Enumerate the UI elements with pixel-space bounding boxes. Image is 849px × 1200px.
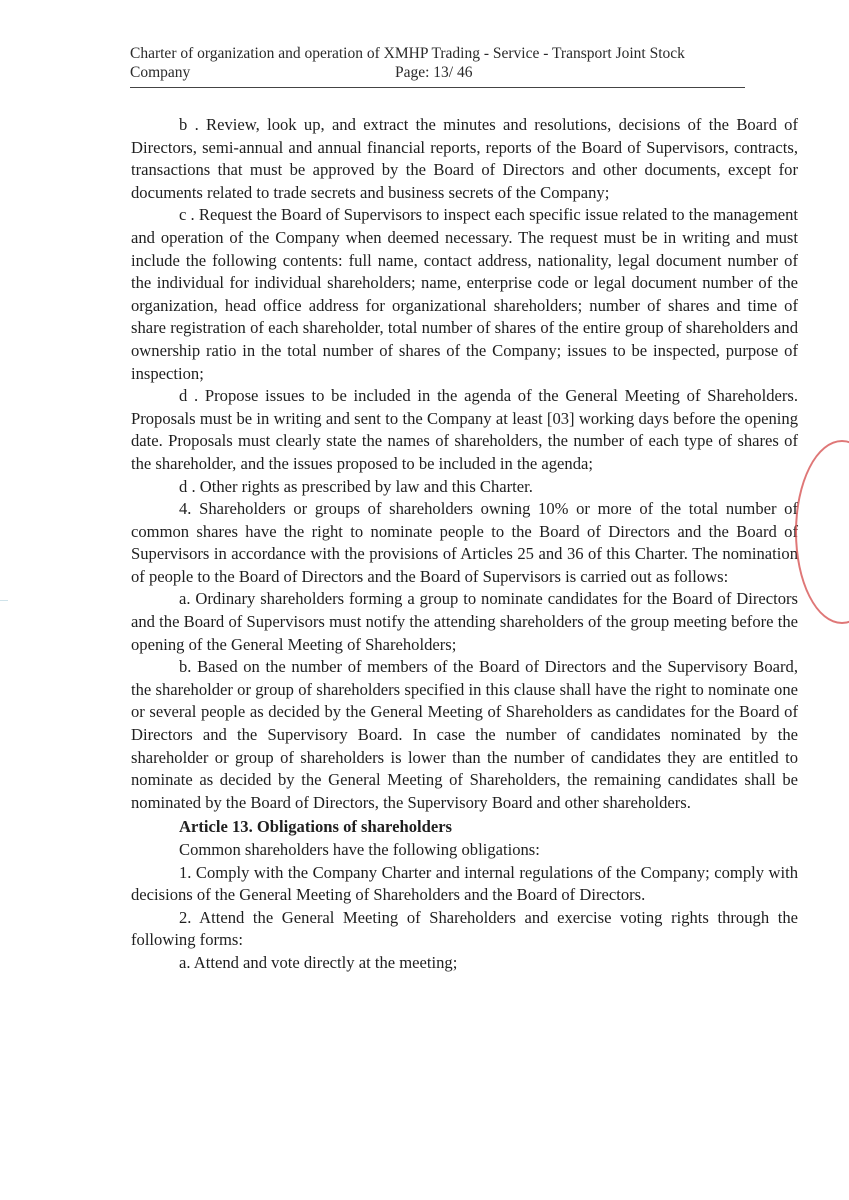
header-row2 [130, 63, 745, 82]
header-title-line2: Company [130, 64, 191, 81]
paragraph-b-based: b. Based on the number of members of the Board of Directors and the Supervisory Board, the shareholder or group of shareholders specified in this clause shall have the right to nominate one or several people as decided by the General Meeting of Shareholders as candidates for the Board of Directors and the Supervisory Board. In case the number of candidates nominated by the shareholder or group of shareholders is lower than the number of candidates they are entitled to nominate as decided by the General Meeting of Shareholders, the remaining candidates shall be nominated by the Board of Directors, the Supervisory Board and other shareholders. [131, 657, 798, 812]
margin-mark [0, 600, 8, 601]
page-header [130, 44, 745, 82]
paragraph-c-request: c . Request the Board of Supervisors to inspect each specific issue related to the management and operation of the Company when deemed necessary. The request must be in writing and must include the following contents: full name, contact address, nationality, legal document number of the individual for individual shareholders; name, enterprise code or legal document number of the organization, head office address for organizational shareholders; number of shares and time of share registration of each shareholder, total number of shares of the entire group of shareholders and ownership ratio in the total number of shares of the Company; issues to be inspected, purpose of inspection; [131, 205, 798, 383]
paragraph-b-review: b . Review, look up, and extract the minutes and resolutions, decisions of the Board of Directors, semi-annual and annual financial reports, reports of the Board of Supervisors, contracts, transactions that must be approved by the Board of Directors and other documents, except for documents related to trade secrets and business secrets of the Company; [131, 115, 798, 202]
paragraph-d-propose: d . Propose issues to be included in the agenda of the General Meeting of Shareholders. Proposals must be in writing and sent to the Company at least [03] working days before the opening date. Proposals must clearly state the names of shareholders, the number of each type of shares of the shareholder, and the issues proposed to be included in the agenda; [131, 386, 798, 473]
document-body [131, 114, 798, 975]
article-13-heading: Article 13. Obligations of shareholders [179, 817, 453, 837]
page-number: Page: 13/ 46 [395, 64, 473, 81]
paragraph-d-other: d . Other rights as prescribed by law and this Charter. [179, 476, 533, 496]
header-divider [130, 87, 745, 88]
paragraph-2-attend: 2. Attend the General Meeting of Shareholders and exercise voting rights through the following forms: [131, 907, 798, 950]
paragraph-4-nominate: 4. Shareholders or groups of shareholders owning 10% or more of the total number of common shares have the right to nominate people to the Board of Directors and the Board of Supervisors in accordance with the provisions of Articles 25 and 36 of this Charter. The nomination of people to the Board of Directors and the Board of Supervisors is carried out as follows: [131, 499, 798, 586]
paragraph-a-attend: a. Attend and vote directly at the meeting; [179, 952, 458, 972]
paragraph-a-group: a. Ordinary shareholders forming a group to nominate candidates for the Board of Directors and the Board of Supervisors must notify the attending shareholders of the group meeting before the opening of the General Meeting of Shareholders; [131, 589, 798, 654]
paragraph-obligations-intro: Common shareholders have the following obligations: [179, 840, 540, 859]
red-seal-stamp [795, 440, 849, 624]
header-title-line1: Charter of organization and operation of XMHP Trading - Service - Transport Joint Stock [130, 45, 685, 62]
paragraph-1-comply: 1. Comply with the Company Charter and internal regulations of the Company; comply with decisions of the General Meeting of Shareholders and the Board of Directors. [131, 862, 798, 905]
